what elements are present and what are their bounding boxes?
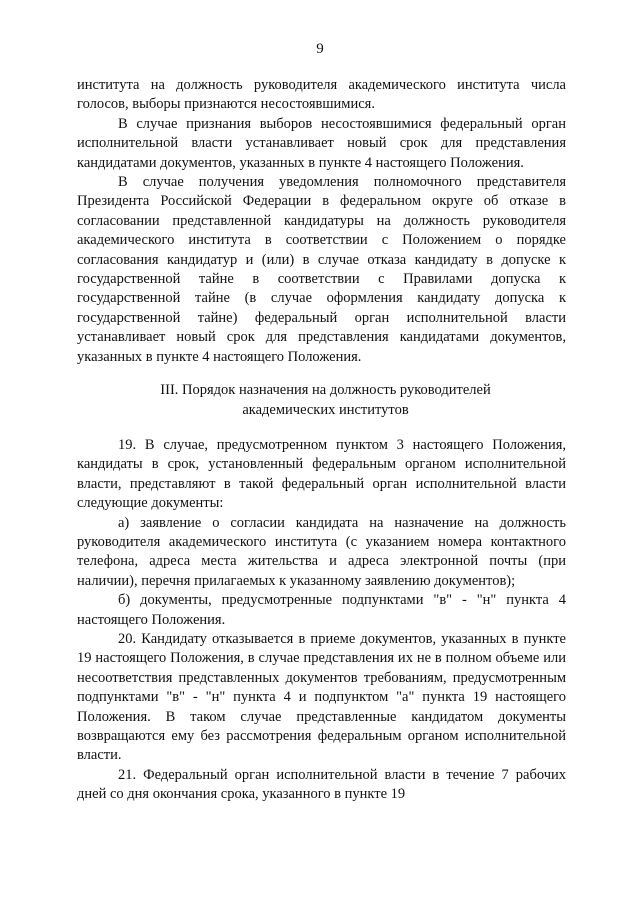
clause-19: 19. В случае, предусмотренном пунктом 3 настоящего Положения, кандидаты в срок, установленный федеральным органом исполнительной власти, представляют в такой федеральный орган исполнительной власти следующие документы:	[77, 436, 566, 512]
clause-20: 20. Кандидату отказывается в приеме документов, указанных в пункте 19 настоящего Положения, в случае представления их не в полном объеме или несоответствия представленных документов требованиям, предусмотренным подпунктами "в" - "н" пункта 4 и подпунктом "а" пункта 19 настоящего Положения. В таком случае представленные кандидатом документы возвращаются ему без рассмотрения федеральным органом исполнительной власти.	[77, 630, 566, 764]
document-body	[77, 76, 566, 805]
page-number: 9	[316, 41, 324, 57]
paragraph-refusal-notice: В случае получения уведомления полномочного представителя Президента Российской Федерации в федеральном округе об отказе в согласовании представленной кандидатуры на должность руководителя академического института в соответствии с Положением о порядке согласования кандидатур и (или) в случае отказа кандидату в допуске к государственной тайне в соответствии с Правилами допуска к государственной тайне (в случае оформления кандидату допуска к государственной тайне) федеральный орган исполнительной власти устанавливает новый срок для представления кандидатами документов, указанных в пункте 4 настоящего Положения.	[77, 174, 566, 365]
paragraph-elections-void: В случае признания выборов несостоявшимися федеральный орган исполнительной власти устанавливает новый срок для представления кандидатами документов, указанных в пункте 4 настоящего Положения.	[77, 115, 566, 171]
clause-19-a: а) заявление о согласии кандидата на назначение на должность руководителя академического института (с указанием номера контактного телефона, адреса места жительства и адреса электронной почты (при наличии), перечня прилагаемых к указанному заявлению документов);	[77, 514, 566, 589]
section-heading-line2: академических институтов	[242, 401, 409, 418]
paragraph-continuation: института на должность руководителя академического института числа голосов, выборы признаются несостоявшимися.	[77, 77, 566, 113]
clause-19-b: б) документы, предусмотренные подпунктами "в" - "н" пункта 4 настоящего Положения.	[77, 592, 566, 628]
clause-21: 21. Федеральный орган исполнительной власти в течение 7 рабочих дней со дня окончания срока, указанного в пункте 19	[77, 766, 566, 803]
section-heading	[77, 381, 566, 420]
section-heading-line1: III. Порядок назначения на должность руководителей	[160, 382, 491, 399]
